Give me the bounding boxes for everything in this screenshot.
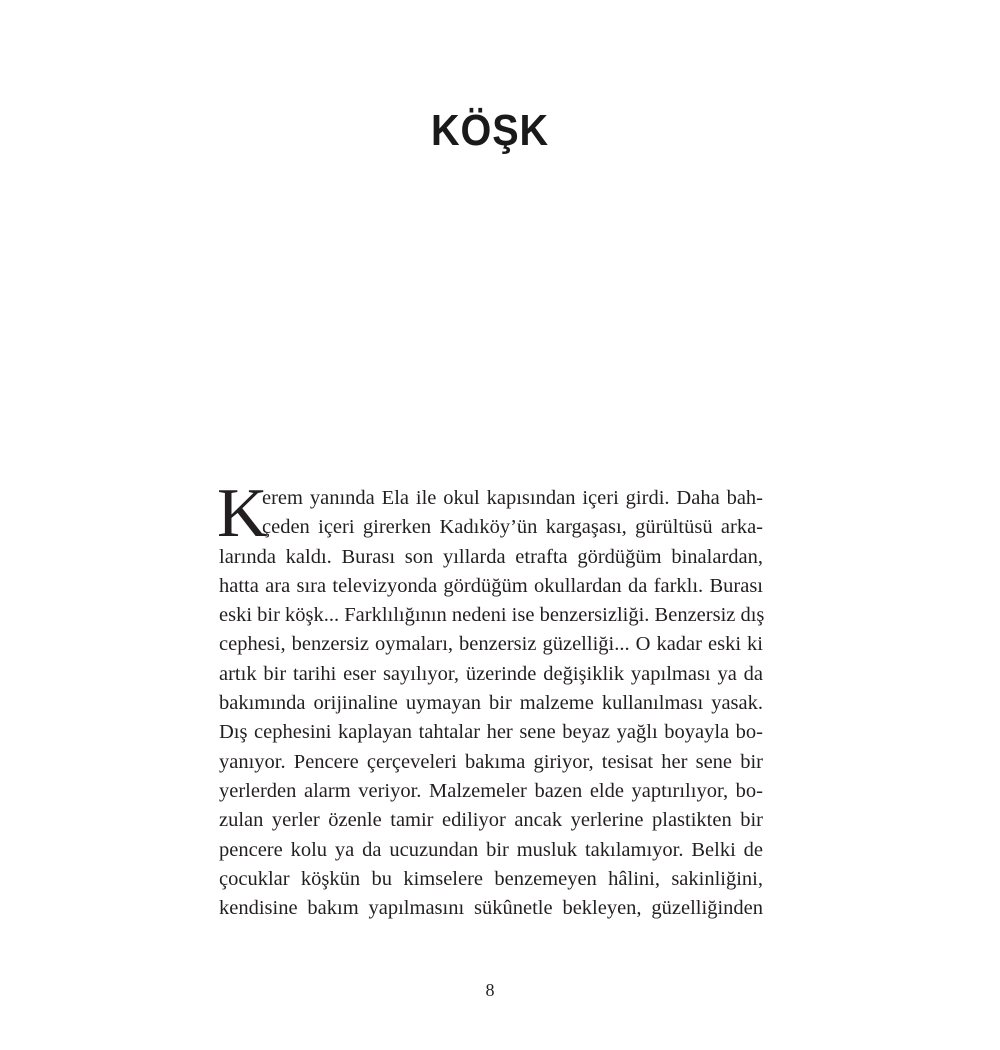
chapter-title: KÖŞK (430, 106, 550, 155)
text-line: yerlerden alarm veriyor. Malzemeler bazen elde yaptırılıyor, bo- (219, 779, 763, 802)
text-line: çocuklar köşkün bu kimselere benzemeyen hâlini, sakinliğini, (219, 867, 763, 890)
page-number: 8 (485, 980, 495, 1000)
text-line: yanıyor. Pencere çerçeveleri bakıma giriyor, tesisat her sene bir (219, 750, 763, 773)
drop-cap: K (217, 475, 268, 552)
text-line: zulan yerler özenle tamir ediliyor ancak yerlerine plastikten bir (219, 809, 763, 832)
text-line: bakımında orijinaline uymayan bir malzeme kullanılması yasak. (219, 692, 763, 715)
text-line: cephesi, benzersiz oymaları, benzersiz güzelliği... O kadar eski ki (219, 633, 763, 656)
text-line: eski bir köşk... Farklılığının nedeni ise benzersizliği. Benzersiz dış (219, 604, 765, 627)
text-line: kendisine bakım yapılmasını sükûnetle bekleyen, güzelliğinden (219, 897, 763, 920)
body-text (217, 475, 765, 923)
text-line: pencere kolu ya da ucuzundan bir musluk takılamıyor. Belki de (219, 838, 763, 861)
text-line: erem yanında Ela ile okul kapısından içeri girdi. Daha bah- (262, 487, 763, 509)
text-line: larında kaldı. Burası son yıllarda etrafta gördüğüm binalardan, (219, 545, 763, 568)
text-line: hatta ara sıra televizyonda gördüğüm okullardan da farklı. Burası (219, 574, 763, 597)
text-line: çeden içeri girerken Kadıköy’ün kargaşası, gürültüsü arka- (262, 516, 763, 539)
text-line: Dış cephesini kaplayan tahtalar her sene beyaz yağlı boyayla bo- (219, 721, 763, 744)
text-line: artık bir tarihi eser sayılıyor, üzerinde değişiklik yapılması ya da (219, 662, 763, 685)
